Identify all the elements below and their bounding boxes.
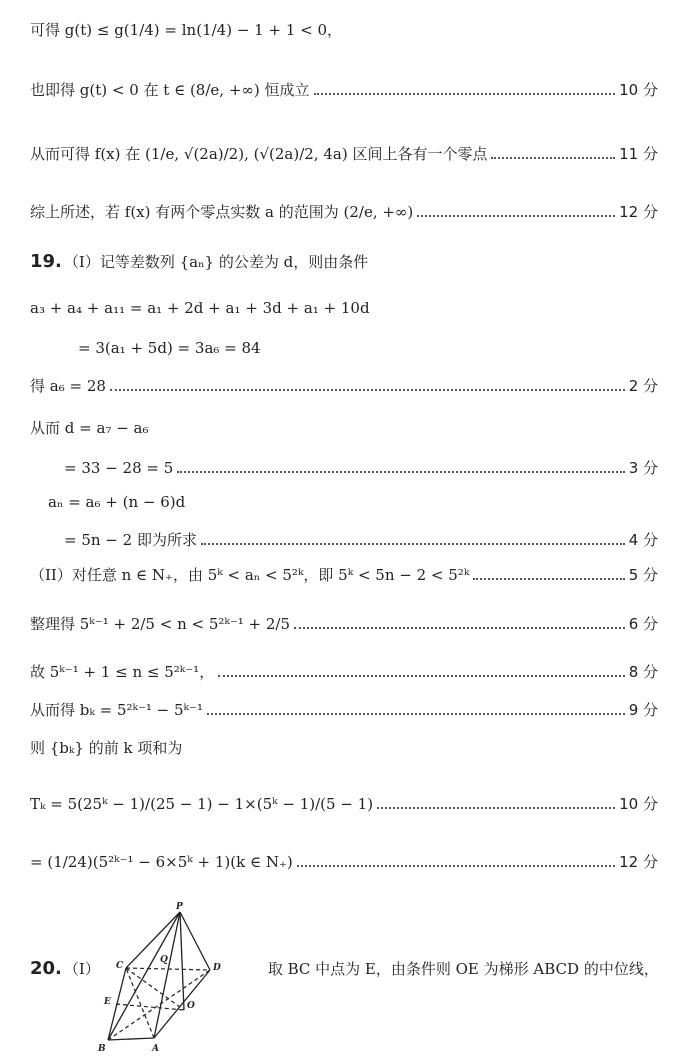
question-20-text: 取 BC 中点为 E，由条件则 OE 为梯形 ABCD 的中位线， — [267, 960, 659, 978]
text-line: = 3(a₁ + 5d) = 3a₆ = 84 — [78, 339, 261, 357]
score: 4 分 — [628, 531, 658, 549]
text-line: （II）对任意 n ∈ N₊，由 5ᵏ < aₙ < 5²ᵏ，即 5ᵏ < 5n − 2 < 5²ᵏ 5 分 — [30, 566, 658, 584]
dot-leader — [297, 865, 615, 867]
score: 3 分 — [628, 459, 658, 477]
pyramid-figure — [96, 898, 236, 1054]
question-number: 20. — [30, 958, 62, 979]
score: 8 分 — [628, 663, 658, 681]
dot-leader — [377, 807, 615, 809]
dot-leader — [218, 675, 624, 677]
dot-leader — [294, 627, 625, 629]
text-line: 可得 g(t) ≤ g(1/4) = ln(1/4) − 1 + 1 < 0， — [30, 21, 343, 39]
text-line: 则 {bₖ} 的前 k 项和为 — [30, 739, 183, 757]
label-a: A — [152, 1044, 159, 1054]
label-p: P — [176, 902, 183, 912]
label-q: Q — [160, 955, 168, 965]
edge-ba — [108, 1038, 154, 1040]
dot-leader — [417, 215, 615, 217]
text-line: 综上所述，若 f(x) 有两个零点实数 a 的范围为 (2/e, +∞) 12 分 — [30, 203, 658, 221]
text-line: 得 a₆ = 28 2 分 — [30, 377, 658, 395]
dot-leader — [177, 471, 624, 473]
dot-leader — [491, 157, 615, 159]
part-label: （I） — [63, 960, 100, 978]
question-19-heading: 19. （I）记等差数列 {aₙ} 的公差为 d，则由条件 — [30, 251, 369, 272]
edge-pa — [154, 912, 180, 1038]
score: 9 分 — [628, 701, 658, 719]
text-line: Tₖ = 5(25ᵏ − 1)/(25 − 1) − 1×(5ᵏ − 1)/(5 − 1) 10 分 — [30, 795, 658, 813]
text-line: a₃ + a₄ + a₁₁ = a₁ + 2d + a₁ + 3d + a₁ + 10d — [30, 299, 370, 317]
text-line: = (1/24)(5²ᵏ⁻¹ − 6×5ᵏ + 1)(k ∈ N₊) 12 分 — [30, 853, 658, 871]
question-number: 19. — [30, 251, 62, 272]
edge-ad — [154, 970, 210, 1038]
text-line: 故 5ᵏ⁻¹ + 1 ≤ n ≤ 5²ᵏ⁻¹， 8 分 — [30, 663, 658, 681]
text-line: = 33 − 28 = 5 3 分 — [64, 459, 658, 477]
text-line: aₙ = a₆ + (n − 6)d — [48, 493, 186, 511]
text-line: 从而得 bₖ = 5²ᵏ⁻¹ − 5ᵏ⁻¹ 9 分 — [30, 701, 658, 719]
label-d: D — [213, 963, 221, 973]
text-line: 从而 d = a₇ − a₆ — [30, 419, 149, 437]
dot-leader — [110, 389, 625, 391]
score: 12 分 — [619, 853, 658, 871]
text-line: = 5n − 2 即为所求 4 分 — [64, 531, 658, 549]
text-line: 整理得 5ᵏ⁻¹ + 2/5 < n < 5²ᵏ⁻¹ + 2/5 6 分 — [30, 615, 658, 633]
label-o: O — [187, 1001, 195, 1011]
label-c: C — [116, 961, 124, 971]
dot-leader — [473, 578, 624, 580]
dot-leader — [207, 713, 625, 715]
score: 12 分 — [619, 203, 658, 221]
text-line: 也即得 g(t) < 0 在 t ∈ (8/e, +∞) 恒成立 10 分 — [30, 81, 658, 99]
edge-po — [180, 912, 184, 1010]
edge-pd — [180, 912, 210, 970]
score: 2 分 — [628, 377, 658, 395]
label-b: B — [98, 1044, 106, 1054]
score: 6 分 — [628, 615, 658, 633]
text-line: 从而可得 f(x) 在 (1/e, √(2a)/2), (√(2a)/2, 4a) 区间上各有一个零点 11 分 — [30, 145, 658, 163]
dot-leader — [314, 93, 616, 95]
dot-leader — [201, 543, 625, 545]
edge-pb — [108, 912, 180, 1040]
label-e: E — [104, 997, 111, 1007]
score: 10 分 — [619, 795, 658, 813]
score: 10 分 — [619, 81, 658, 99]
score: 11 分 — [619, 145, 658, 163]
score: 5 分 — [628, 566, 658, 584]
